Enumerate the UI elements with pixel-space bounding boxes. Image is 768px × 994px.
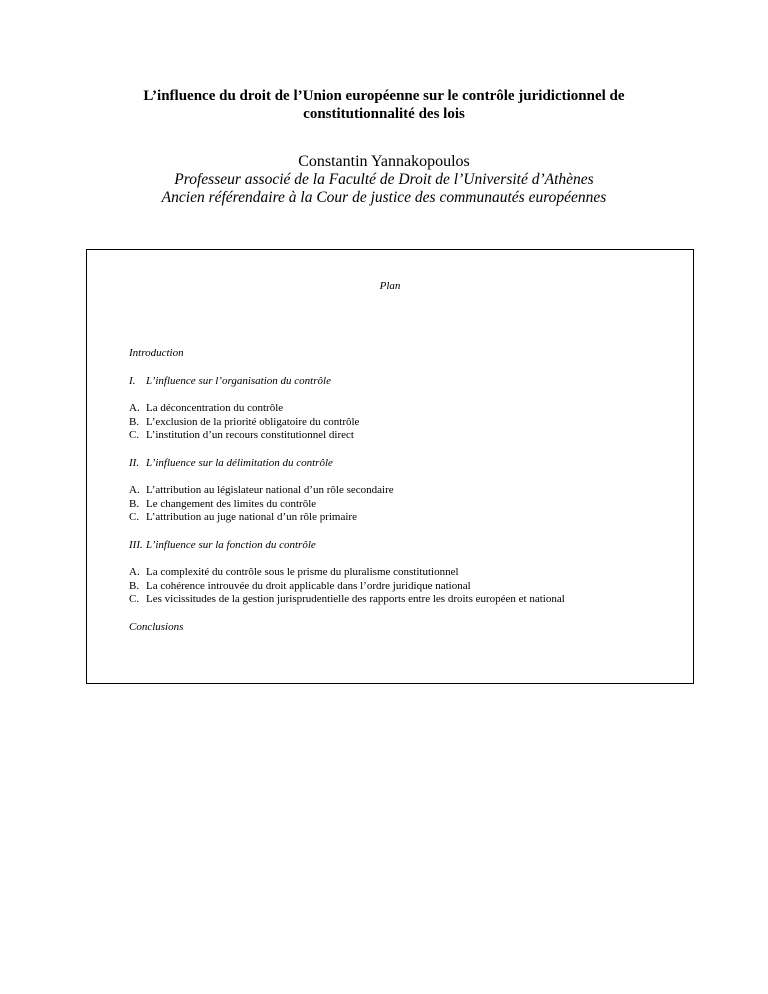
toc-introduction: Introduction — [129, 347, 184, 359]
toc-item-letter: B. — [129, 497, 140, 510]
toc-item — [129, 416, 689, 430]
toc-item — [129, 511, 689, 525]
toc-item-letter: C. — [129, 593, 140, 605]
toc-item-text: La cohérence introuvée du droit applicable dans l’ordre juridique national — [146, 579, 471, 592]
plan-heading: Plan — [379, 280, 401, 292]
toc-part-2-number: II. — [129, 456, 140, 469]
toc-item-text: L’institution d’un recours constitutionnel direct — [146, 429, 354, 441]
toc-item — [129, 484, 689, 498]
toc-part-3-title: L’influence sur la fonction du contrôle — [146, 538, 316, 551]
toc-item-letter: A. — [129, 484, 140, 496]
toc-item-letter: B. — [129, 579, 140, 592]
toc-part-3-number: III. — [129, 538, 143, 551]
table-of-contents — [129, 347, 689, 634]
toc-item-letter: C. — [129, 429, 140, 441]
toc-item-text: Le changement des limites du contrôle — [146, 497, 317, 510]
toc-conclusions: Conclusions — [129, 620, 184, 633]
document-title — [60, 87, 708, 123]
toc-part-2-heading — [129, 457, 689, 471]
toc-item — [129, 566, 689, 580]
toc-part-1-number: I. — [129, 374, 136, 387]
toc-part-1-title: L’influence sur l’organisation du contrôle — [146, 374, 331, 387]
toc-item-letter: A. — [129, 566, 140, 578]
toc-part-1-heading — [129, 375, 689, 389]
author-block — [60, 152, 708, 207]
toc-part-3-heading — [129, 539, 689, 553]
author-affiliation-2: Ancien référendaire à la Cour de justice des communautés européennes — [161, 189, 607, 206]
toc-part-2-title: L’influence sur la délimitation du contrôle — [146, 456, 333, 469]
toc-item-letter: B. — [129, 415, 140, 428]
toc-item-text: L’exclusion de la priorité obligatoire du contrôle — [146, 415, 360, 428]
toc-item-text: L’attribution au législateur national d’un rôle secondaire — [146, 484, 394, 496]
toc-item-text: La déconcentration du contrôle — [146, 402, 284, 414]
toc-item — [129, 498, 689, 512]
title-line-2: constitutionnalité des lois — [303, 106, 465, 122]
author-name: Constantin Yannakopoulos — [298, 153, 470, 170]
plan-box — [86, 249, 694, 684]
toc-item — [129, 593, 689, 607]
toc-item — [129, 402, 689, 416]
title-line-1: L’influence du droit de l’Union européenne sur le contrôle juridictionnel de — [143, 88, 625, 104]
toc-item-letter: A. — [129, 402, 140, 414]
toc-item-text: La complexité du contrôle sous le prisme du pluralisme constitutionnel — [146, 566, 459, 578]
toc-item — [129, 429, 689, 443]
toc-item-text: L’attribution au juge national d’un rôle primaire — [146, 511, 357, 523]
toc-item-letter: C. — [129, 511, 140, 523]
toc-item — [129, 580, 689, 594]
toc-item-text: Les vicissitudes de la gestion jurisprudentielle des rapports entre les droits européen et national — [146, 593, 565, 605]
author-affiliation-1: Professeur associé de la Faculté de Droit de l’Université d’Athènes — [174, 171, 594, 188]
